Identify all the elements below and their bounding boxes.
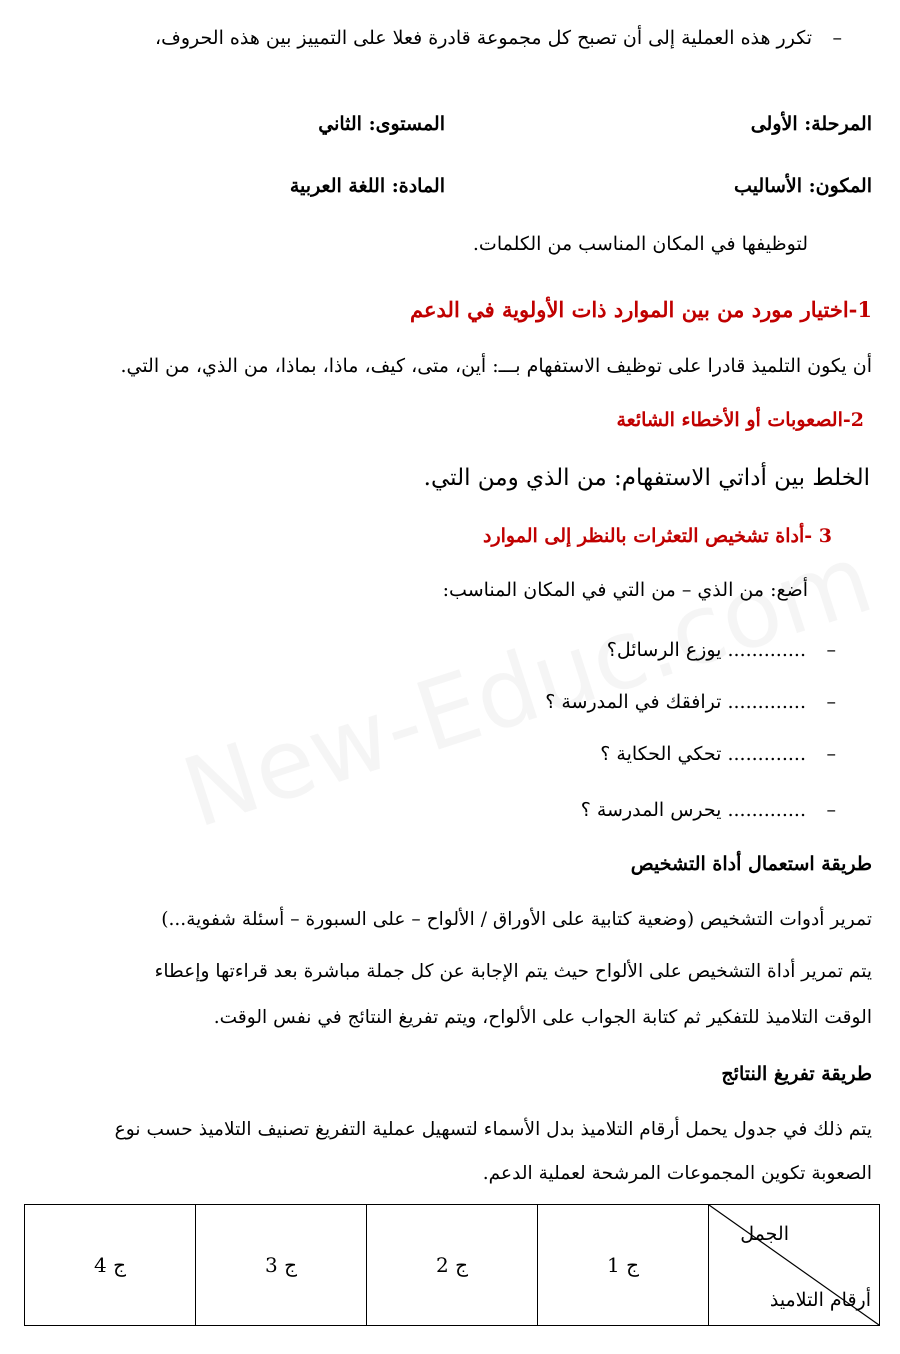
column-header: ج 1 [538,1205,709,1326]
bullet-dash: – [832,27,842,49]
bullet-dash: – [826,799,836,821]
info-subject: المادة: اللغة العربية [289,175,445,197]
objective-line: لتوظيفها في المكان المناسب من الكلمات. [472,233,808,255]
column-header: ج 4 [25,1205,196,1326]
results-line2: الصعوبة تكوين المجموعات المرشحة لعملية الدعم. [482,1163,872,1184]
results-heading: طريقة تفريغ النتائج [721,1063,872,1085]
method-line2: يتم تمرير أداة التشخيص على الألواح حيث يتم الإجابة عن كل جملة مباشرة بعد قراءتها وإعطاء [154,961,872,982]
method-heading: طريقة استعمال أداة التشخيص [630,853,872,875]
info-component: المكون: الأساليب [734,175,872,197]
section3-instruction: أضع: من الذي – من التي في المكان المناسب: [442,579,808,601]
info-level: المستوى: الثاني [318,113,445,135]
diagonal-top-label: الجمل [740,1223,789,1245]
section2-text: الخلط بين أداتي الاستفهام: من الذي ومن التي. [423,465,870,491]
results-line1: يتم ذلك في جدول يحمل أرقام التلاميذ بدل الأسماء لتسهيل عملية التفريغ تصنيف التلاميذ حسب نوع [114,1119,872,1140]
column-header: ج 3 [196,1205,367,1326]
results-table [24,1204,880,1326]
section1-heading: 1-اختيار مورد من بين الموارد ذات الأولوية في الدعم [410,297,872,322]
exercise-item: –............. تحكي الحكاية ؟ [600,740,836,768]
section1-text: أن يكون التلميذ قادرا على توظيف الاستفهام بـــ: أين، متى، كيف، ماذا، بماذا، من الذي، من التي. [120,355,872,377]
bullet-dash: – [826,743,836,765]
bullet-dash: – [826,639,836,661]
exercise-item: –............. يوزع الرسائل؟ [607,636,836,664]
intro-line: –تكرر هذه العملية إلى أن تصبح كل مجموعة قادرة فعلا على التمييز بين هذه الحروف، [155,24,842,52]
section2-heading: 2-الصعوبات أو الأخطاء الشائعة [616,409,864,431]
exercise-item: –............. ترافقك في المدرسة ؟ [545,688,836,716]
bullet-dash: – [826,691,836,713]
diagonal-bottom-label: أرقام التلاميذ [769,1289,871,1311]
exercise-item: –............. يحرس المدرسة ؟ [581,796,836,824]
header-diagonal-cell [709,1205,880,1326]
table-row [25,1205,880,1326]
method-line1: تمرير أدوات التشخيص (وضعية كتابية على الأوراق / الألواح – على السبورة – أسئلة شفوية...) [161,909,872,930]
section3-heading: 3 -أداة تشخيص التعثرات بالنظر إلى الموارد [483,525,832,547]
method-line3: الوقت التلاميذ للتفكير ثم كتابة الجواب على الألواح، ويتم تفريغ النتائج في نفس الوقت. [213,1007,872,1028]
column-header: ج 2 [367,1205,538,1326]
info-phase: المرحلة: الأولى [750,113,872,135]
